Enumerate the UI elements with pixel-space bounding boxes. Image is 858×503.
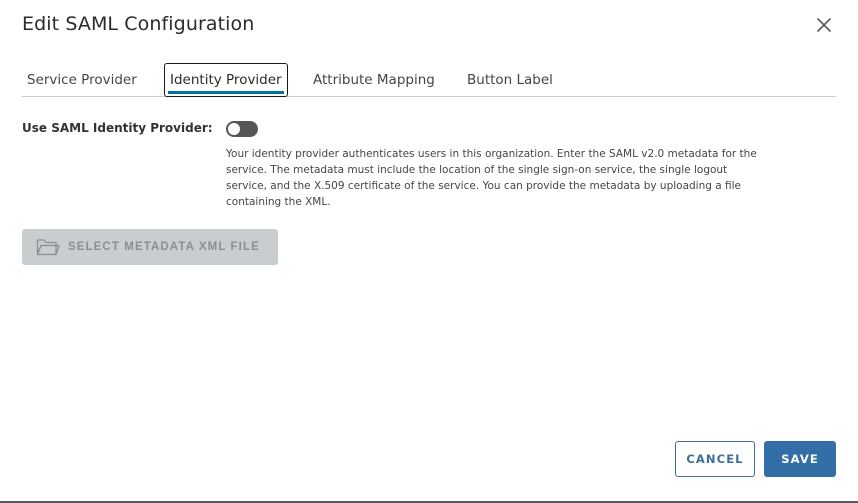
toggle-knob bbox=[228, 123, 240, 135]
select-metadata-file-button[interactable] bbox=[22, 229, 278, 265]
cancel-button[interactable]: CANCEL bbox=[675, 441, 755, 477]
idp-help-text: Your identity provider authenticates users in this organization. Enter the SAML v2.0 metadata for the service. The metadata must include the location of the single sign-on service, the single logout service, and the X.509 certificate of the service. You can provide the metadata by uploading a file containing the XML. bbox=[226, 148, 757, 208]
dialog-title: Edit SAML Configuration bbox=[22, 13, 255, 35]
close-button[interactable] bbox=[812, 13, 836, 37]
tab-bar bbox=[22, 62, 836, 97]
use-saml-idp-label: Use SAML Identity Provider: bbox=[22, 121, 213, 135]
close-icon bbox=[817, 18, 831, 32]
tab-attribute-mapping[interactable]: Attribute Mapping bbox=[308, 63, 440, 97]
folder-icon bbox=[36, 237, 60, 257]
tab-button-label[interactable]: Button Label bbox=[462, 63, 558, 97]
tab-identity-provider[interactable]: Identity Provider bbox=[164, 63, 288, 97]
use-saml-idp-toggle[interactable] bbox=[226, 121, 258, 137]
save-button[interactable]: SAVE bbox=[764, 441, 836, 477]
tab-service-provider[interactable]: Service Provider bbox=[22, 63, 142, 97]
select-metadata-file-label: SELECT METADATA XML FILE bbox=[68, 241, 260, 253]
